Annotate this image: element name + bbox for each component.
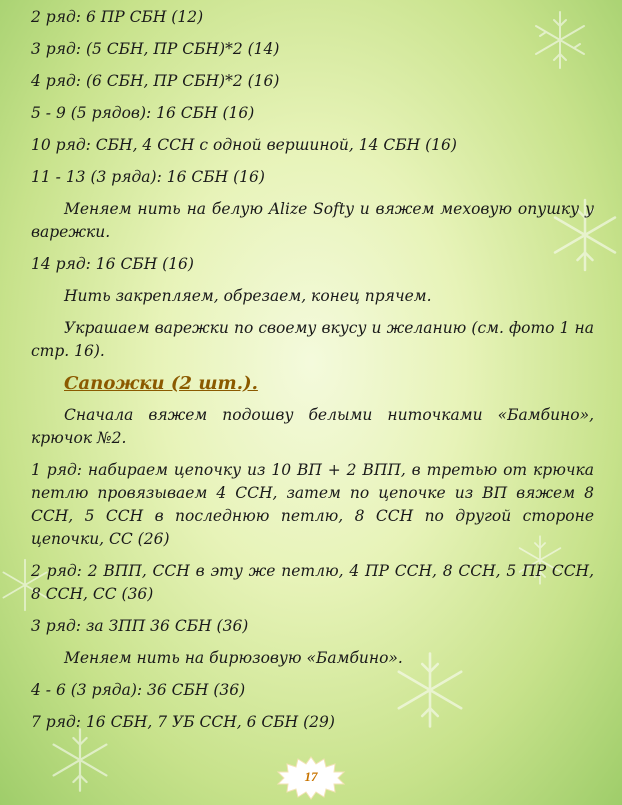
page-number-badge: [274, 756, 348, 800]
boots-section-title: Сапожки (2 шт.).: [64, 373, 258, 394]
row-14-instruction: 14 ряд: 16 СБН (16): [31, 255, 194, 273]
sole-row-2-instruction: 2 ряд: 2 ВПП, ССН в эту же петлю, 4 ПР ССН, 8 ССН, 5 ПР ССН, 8 ССН, СС (36): [31, 562, 594, 603]
page-content: [31, 6, 594, 743]
rows-11-13-instruction: 11 - 13 (3 ряда): 16 СБН (16): [31, 168, 265, 186]
row-4-instruction: 4 ряд: (6 СБН, ПР СБН)*2 (16): [31, 72, 280, 90]
row-10-instruction: 10 ряд: СБН, 4 ССН с одной вершиной, 14 СБН (16): [31, 136, 457, 154]
sole-row-1-instruction: 1 ряд: набираем цепочку из 10 ВП + 2 ВПП, в третью от крючка петлю провязываем 4 ССН, затем по цепочке из ВП вяжем 8 ССН, 5 ССН в последнюю петлю, 8 ССН по другой стороне цепочки, СС (26): [31, 461, 594, 548]
decoration-note: Украшаем варежки по своему вкусу и желанию (см. фото 1 на стр. 16).: [31, 319, 594, 360]
finish-note: Нить закрепляем, обрезаем, конец прячем.: [64, 287, 432, 305]
page-number: 17: [304, 769, 318, 784]
row-2-instruction: 2 ряд: 6 ПР СБН (12): [31, 8, 204, 26]
change-to-turquoise-note: Меняем нить на бирюзовую «Бамбино».: [64, 649, 403, 667]
rows-4-6-instruction: 4 - 6 (3 ряда): 36 СБН (36): [31, 681, 246, 699]
rows-5-9-instruction: 5 - 9 (5 рядов): 16 СБН (16): [31, 104, 255, 122]
row-3-instruction: 3 ряд: (5 СБН, ПР СБН)*2 (14): [31, 40, 280, 58]
sole-intro: Сначала вяжем подошву белыми ниточками «Бамбино», крючок №2.: [31, 406, 594, 447]
row-7-instruction: 7 ряд: 16 СБН, 7 УБ ССН, 6 СБН (29): [31, 713, 335, 731]
sole-row-3-instruction: 3 ряд: за ЗПП 36 СБН (36): [31, 617, 249, 635]
change-yarn-note: Меняем нить на белую Alize Softy и вяжем меховую опушку у варежки.: [31, 200, 594, 241]
